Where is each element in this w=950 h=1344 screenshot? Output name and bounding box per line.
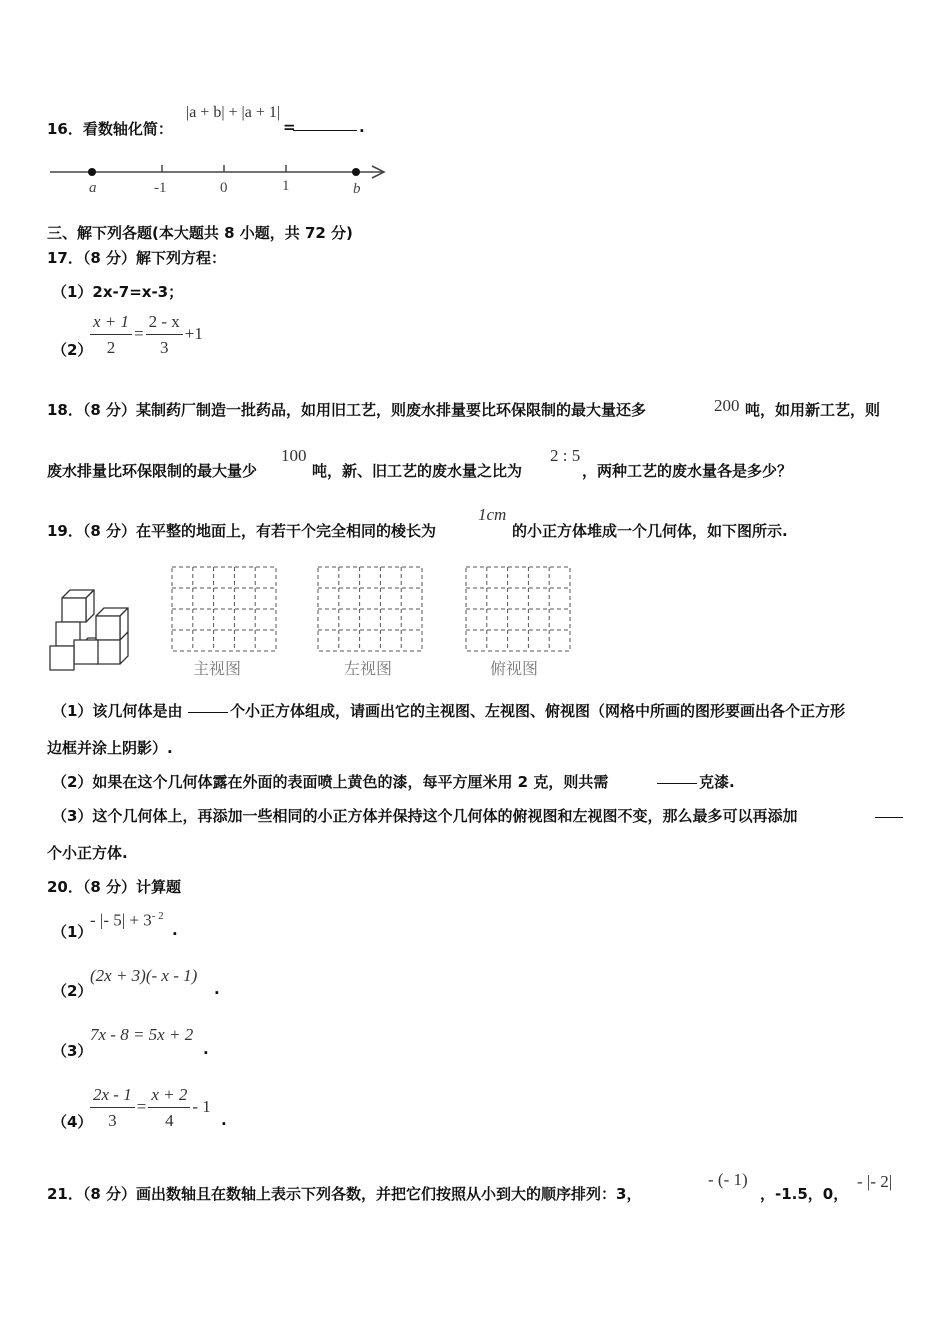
grid-top-view bbox=[465, 566, 571, 652]
q16-expression: |a + b| + |a + 1| bbox=[186, 104, 281, 121]
q17-num1: x + 1 bbox=[90, 312, 132, 335]
q20-label-3: （3） bbox=[52, 1042, 93, 1060]
q20-expr-1-main: - |- 5| + 3 bbox=[90, 910, 152, 930]
q19-part3-blank bbox=[875, 803, 903, 822]
q21-expr-2: - |- 2| bbox=[857, 1172, 893, 1191]
q19-part3-a: （3）这个几何体上，再添加一些相同的小正方体并保持这个几何体的俯视图和左视图不变，那么最多可以再添加 bbox=[52, 807, 798, 825]
q20-den1: 3 bbox=[108, 1111, 117, 1130]
q18-line1-b: 吨，如用新工艺，则 bbox=[745, 401, 881, 419]
q18-line2-b: 吨，新、旧工艺的废水量之比为 bbox=[312, 462, 523, 480]
q20-end-1: . bbox=[172, 921, 178, 939]
q20-end-4: . bbox=[221, 1111, 227, 1129]
q20-tail4: - 1 bbox=[192, 1096, 211, 1116]
q20-den2: 4 bbox=[165, 1111, 174, 1130]
section-title: 三、解下列各题(本大题共 8 小题，共 72 分) bbox=[47, 224, 353, 242]
caption-left-view: 左视图 bbox=[344, 659, 393, 678]
q20-expr-4 bbox=[88, 1085, 211, 1131]
q20-end-3: . bbox=[203, 1040, 209, 1058]
q19-part1-c: 边框并涂上阴影）. bbox=[47, 739, 173, 757]
axis-label-a: a bbox=[89, 180, 97, 196]
q19-part2-b: 克漆. bbox=[699, 773, 735, 791]
q20-num2: x + 2 bbox=[148, 1085, 190, 1108]
q19-part3-b: 个小正方体. bbox=[47, 844, 128, 862]
q19-part1-b: 个小正方体组成，请画出它的主视图、左视图、俯视图（网格中所画的图形要画出各个正方形 bbox=[230, 702, 846, 720]
q19-part1-blank bbox=[188, 698, 228, 717]
axis-label-1: 1 bbox=[282, 178, 290, 194]
q19-part2-a: （2）如果在这个几何体露在外面的表面喷上黄色的漆，每平方厘米用 2 克，则共需 bbox=[52, 773, 609, 791]
q20-label-4: （4） bbox=[52, 1113, 93, 1131]
q17-title: 17．（8 分）解下列方程： bbox=[47, 249, 227, 267]
q17-part2-equation bbox=[88, 312, 203, 358]
q18-line2-c: ，两种工艺的废水量各是多少？ bbox=[582, 462, 793, 480]
q16-label: 16．看数轴化简： bbox=[47, 120, 173, 138]
q20-expr-3: 7x - 8 = 5x + 2 bbox=[90, 1025, 194, 1044]
q19-line1-a: 19．（8 分）在平整的地面上，有若干个完全相同的棱长为 bbox=[47, 522, 437, 540]
q17-part2-label: （2） bbox=[52, 341, 93, 359]
q19-part2-blank bbox=[657, 769, 697, 788]
axis-label-0: 0 bbox=[220, 180, 228, 196]
q18-100: 100 bbox=[281, 446, 307, 465]
q18-ratio: 2 : 5 bbox=[550, 446, 581, 465]
q16-answer-blank bbox=[293, 116, 357, 135]
q20-label-2: （2） bbox=[52, 982, 93, 1000]
q20-title: 20．（8 分）计算题 bbox=[47, 878, 182, 896]
axis-label-minus-1: -1 bbox=[154, 180, 167, 196]
caption-top-view: 俯视图 bbox=[490, 659, 539, 678]
q17-num2: 2 - x bbox=[146, 312, 183, 335]
point-a bbox=[88, 168, 96, 176]
q19-unit: 1cm bbox=[478, 505, 507, 524]
point-b bbox=[352, 168, 360, 176]
axis-label-b: b bbox=[353, 181, 361, 197]
q20-end-2: . bbox=[214, 980, 220, 998]
q21-mid: ，-1.5，0， bbox=[760, 1185, 849, 1203]
q19-part1-a: （1）该几何体是由 bbox=[52, 702, 183, 720]
q16-period: . bbox=[359, 118, 365, 136]
number-line bbox=[40, 155, 400, 200]
cube-stack-figure bbox=[42, 586, 137, 676]
caption-front-view: 主视图 bbox=[193, 659, 242, 678]
q20-expr-1-exponent: - 2 bbox=[151, 910, 164, 922]
q16-equals: = bbox=[283, 118, 296, 136]
q18-line2-a: 废水排量比环保限制的最大量少 bbox=[47, 462, 258, 480]
q20-label-1: （1） bbox=[52, 923, 93, 941]
grid-front-view bbox=[171, 566, 277, 652]
q21-text: 21．（8 分）画出数轴且在数轴上表示下列各数，并把它们按照从小到大的顺序排列：3， bbox=[47, 1185, 642, 1203]
q18-200: 200 bbox=[714, 396, 740, 415]
q20-eq4: = bbox=[136, 1096, 147, 1116]
q20-expr-1 bbox=[90, 910, 164, 931]
q21-expr-1: - (- 1) bbox=[708, 1170, 748, 1189]
q18-line1-a: 18．（8 分）某制药厂制造一批药品，如用旧工艺，则废水排量要比环保限制的最大量还多 bbox=[47, 401, 647, 419]
q20-num1: 2x - 1 bbox=[90, 1085, 135, 1108]
q17-part1: （1）2x-7=x-3； bbox=[52, 283, 184, 301]
q19-line1-b: 的小正方体堆成一个几何体，如下图所示. bbox=[512, 522, 788, 540]
q20-expr-2: (2x + 3)(- x - 1) bbox=[90, 966, 198, 985]
q17-eq: = bbox=[134, 323, 144, 343]
q17-den1: 2 bbox=[106, 338, 116, 357]
grid-left-view bbox=[317, 566, 423, 652]
q17-den2: 3 bbox=[159, 338, 169, 357]
q17-tail: +1 bbox=[184, 323, 203, 343]
